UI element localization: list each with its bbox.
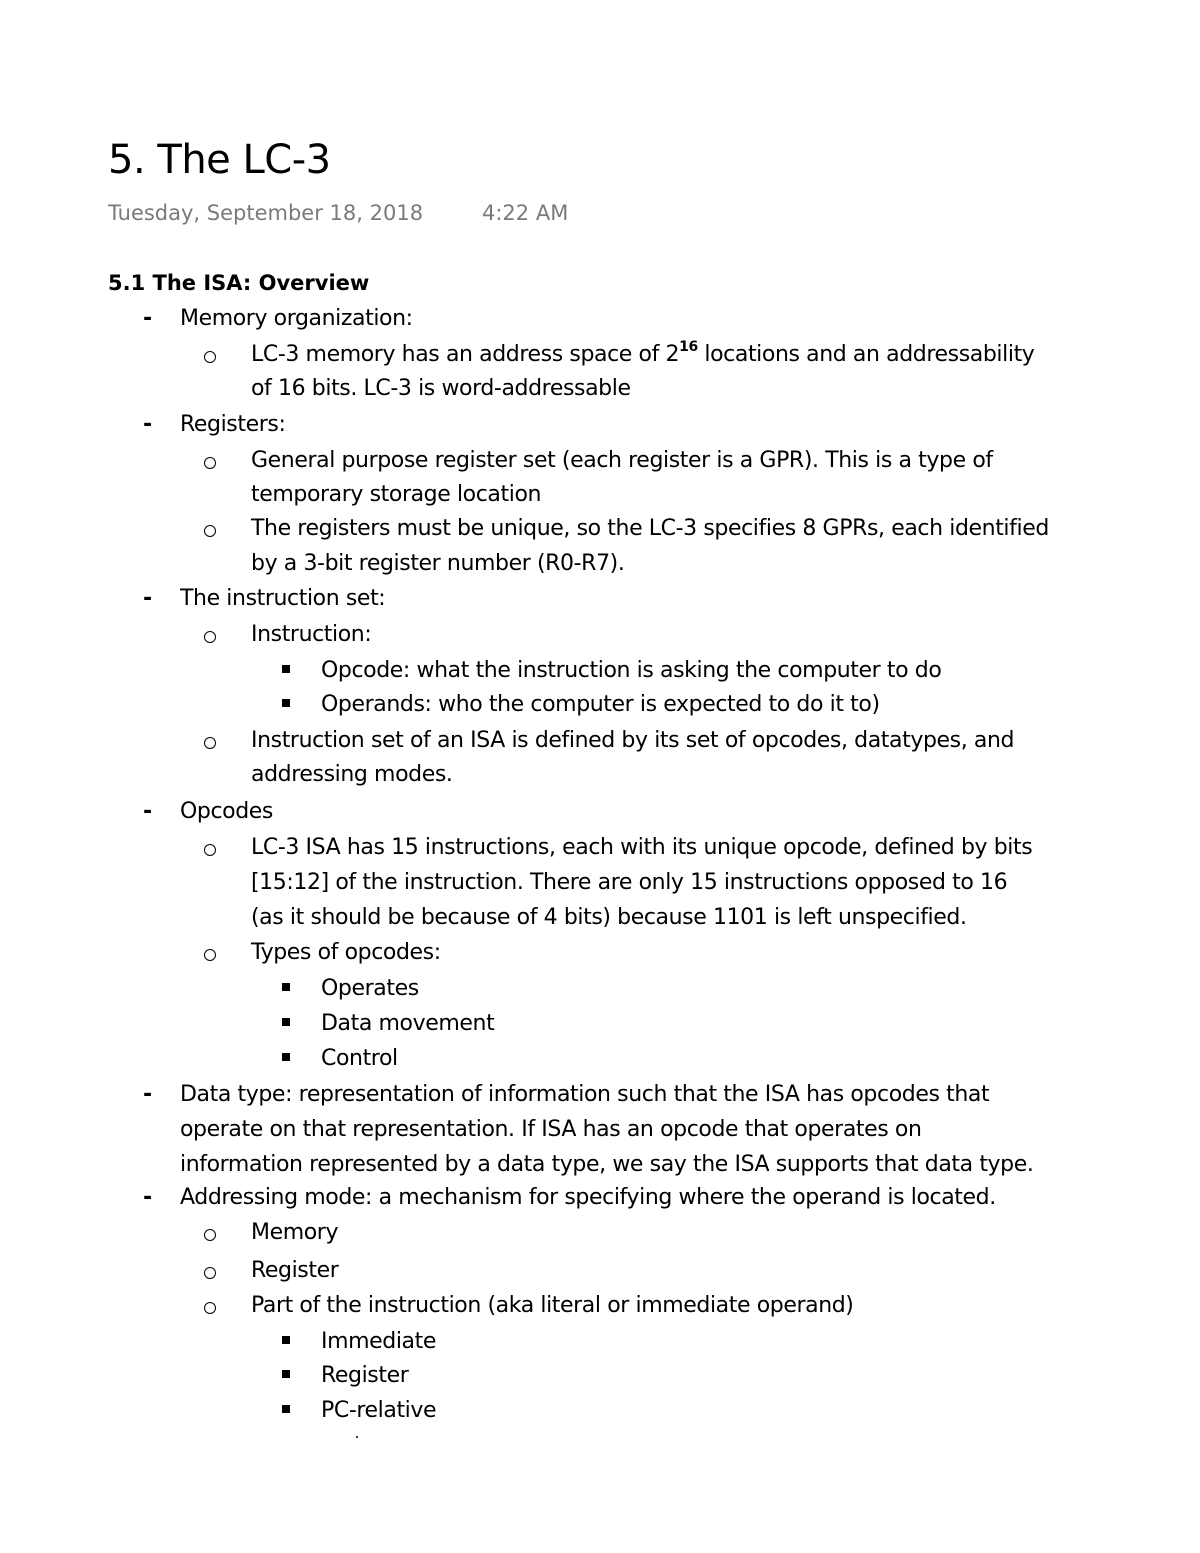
dash-bullet: - <box>143 799 153 824</box>
list-item: Types of opcodes: <box>251 940 441 965</box>
list-item: Control <box>321 1046 398 1071</box>
square-bullet-icon <box>282 1044 290 1074</box>
square-bullet-icon <box>282 656 290 686</box>
list-item: Opcodes <box>180 799 273 824</box>
list-item <box>251 340 1034 370</box>
list-text: LC-3 memory has an address space of 2 <box>251 342 680 367</box>
list-item: Register <box>321 1363 409 1388</box>
page-title: 5. The LC-3 <box>108 137 331 183</box>
list-text: locations and an addressability <box>697 342 1035 367</box>
dash-bullet: - <box>143 586 153 611</box>
list-item: Addressing mode: a mechanism for specifying where the operand is located. <box>180 1185 996 1210</box>
square-bullet-icon <box>282 1396 290 1426</box>
list-item: Memory organization: <box>180 306 413 331</box>
square-bullet-icon <box>282 1361 290 1391</box>
square-bullet-icon <box>282 690 290 720</box>
list-item: Data type: representation of information such that the ISA has opcodes that <box>180 1082 990 1107</box>
list-item: Opcode: what the instruction is asking the computer to do <box>321 658 942 683</box>
list-item: Instruction set of an ISA is defined by its set of opcodes, datatypes, and <box>251 728 1015 753</box>
section-heading: 5.1 The ISA: Overview <box>108 271 370 295</box>
list-item: Immediate <box>321 1329 437 1354</box>
list-item: Operands: who the computer is expected to do it to) <box>321 692 880 717</box>
list-item: Operates <box>321 976 419 1001</box>
list-item-continued: addressing modes. <box>251 762 453 787</box>
list-item-continued: by a 3-bit register number (R0-R7). <box>251 551 625 576</box>
list-item: Registers: <box>180 412 286 437</box>
list-item: Instruction: <box>251 622 372 647</box>
list-item: The registers must be unique, so the LC-3 specifies 8 GPRs, each identified <box>251 516 1049 541</box>
list-item: Part of the instruction (aka literal or immediate operand) <box>251 1293 854 1318</box>
list-item: Register <box>251 1258 339 1283</box>
circle-bullet-icon <box>204 620 216 650</box>
ink-speck <box>356 1436 358 1438</box>
list-item-continued: (as it should be because of 4 bits) because 1101 is left unspecified. <box>251 905 967 930</box>
date-text: Tuesday, September 18, 2018 <box>108 201 424 225</box>
exponent: 16 <box>679 339 698 355</box>
circle-bullet-icon <box>204 1291 216 1321</box>
circle-bullet-icon <box>204 340 216 370</box>
list-item: PC-relative <box>321 1398 437 1423</box>
time-text: 4:22 AM <box>482 201 569 225</box>
circle-bullet-icon <box>204 833 216 863</box>
list-item: General purpose register set (each register is a GPR). This is a type of <box>251 448 993 473</box>
list-item: The instruction set: <box>180 586 386 611</box>
square-bullet-icon <box>282 1327 290 1357</box>
list-item: Memory <box>251 1220 339 1245</box>
timestamp <box>108 199 569 227</box>
list-item-continued: information represented by a data type, we say the ISA supports that data type. <box>180 1152 1034 1177</box>
dash-bullet: - <box>143 1082 153 1107</box>
circle-bullet-icon <box>204 1256 216 1286</box>
list-item-continued: operate on that representation. If ISA has an opcode that operates on <box>180 1117 922 1142</box>
circle-bullet-icon <box>204 938 216 968</box>
dash-bullet: - <box>143 412 153 437</box>
list-item: Data movement <box>321 1011 495 1036</box>
square-bullet-icon <box>282 974 290 1004</box>
list-item-continued: of 16 bits. LC-3 is word-addressable <box>251 376 631 401</box>
square-bullet-icon <box>282 1009 290 1039</box>
circle-bullet-icon <box>204 446 216 476</box>
circle-bullet-icon <box>204 726 216 756</box>
circle-bullet-icon <box>204 514 216 544</box>
list-item-continued: [15:12] of the instruction. There are only 15 instructions opposed to 16 <box>251 870 1008 895</box>
dash-bullet: - <box>143 306 153 331</box>
list-item-continued: temporary storage location <box>251 482 542 507</box>
list-item: LC-3 ISA has 15 instructions, each with its unique opcode, defined by bits <box>251 835 1033 860</box>
dash-bullet: - <box>143 1185 153 1210</box>
circle-bullet-icon <box>204 1218 216 1248</box>
